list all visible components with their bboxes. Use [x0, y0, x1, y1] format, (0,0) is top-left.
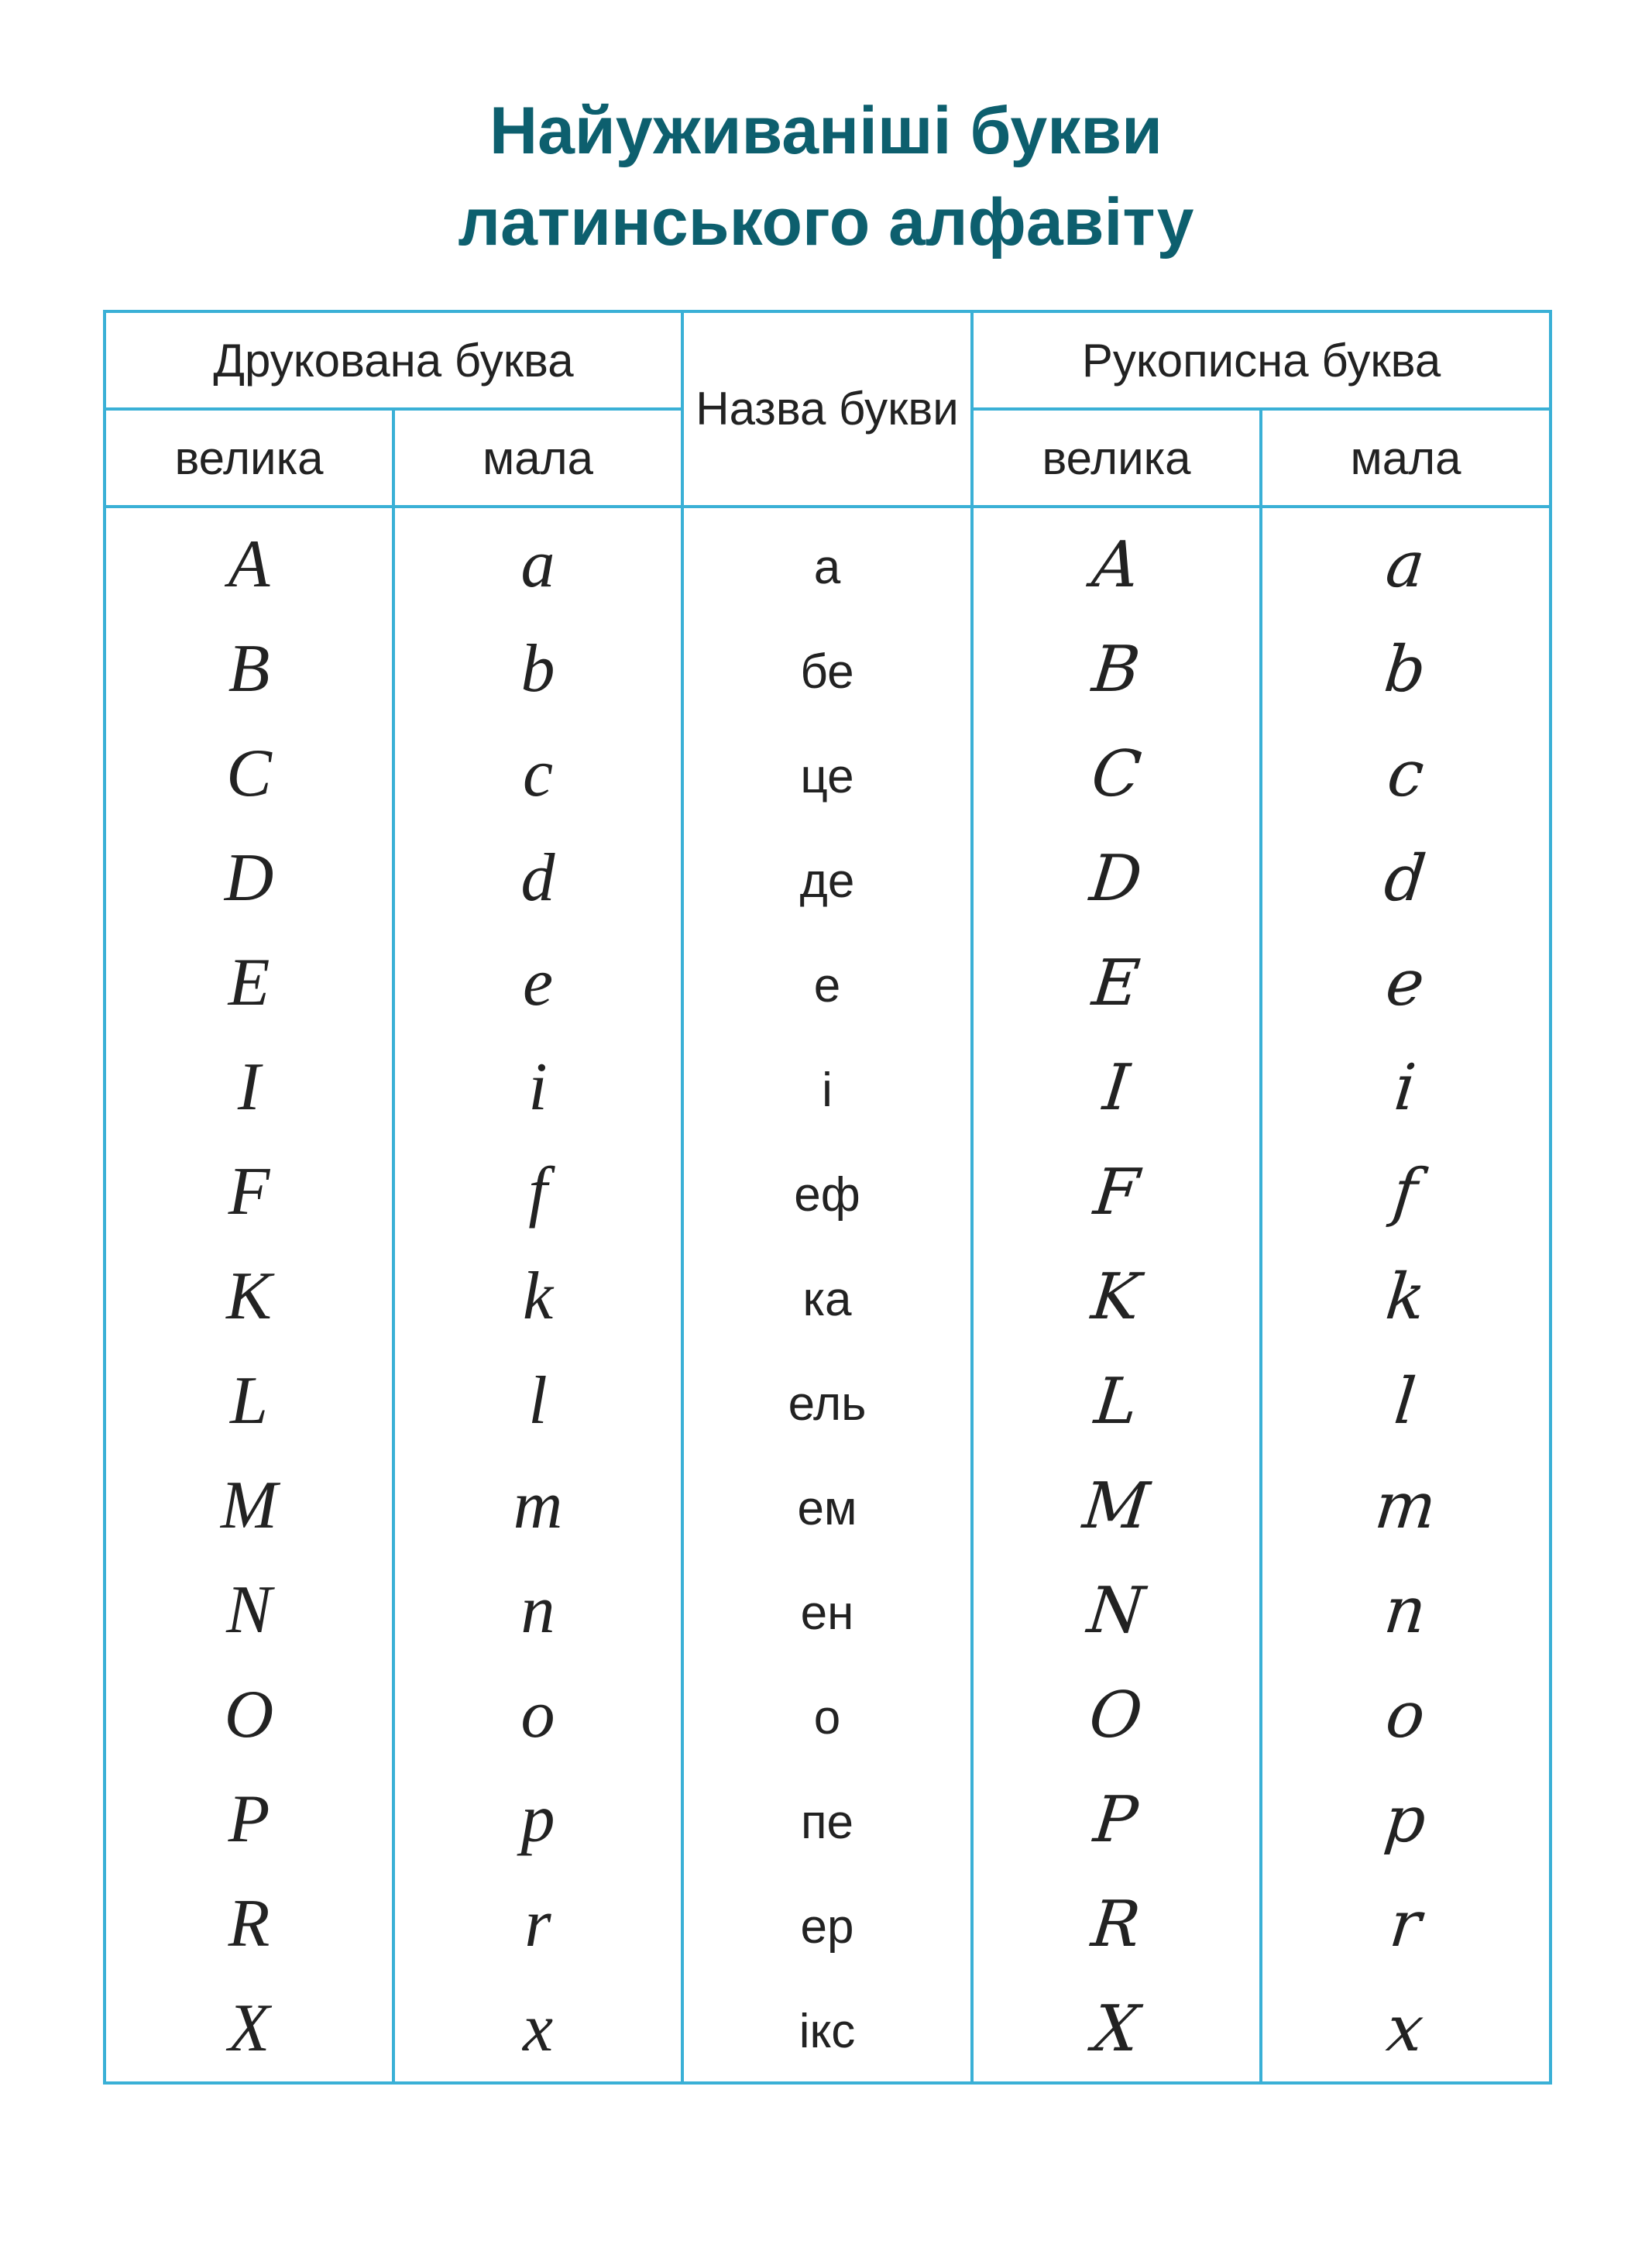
table-row — [105, 931, 1551, 1036]
handwritten-lowercase-letter-cell — [1261, 827, 1551, 931]
letter-name: ікс — [799, 2005, 856, 2058]
printed-lowercase-letter-cell — [393, 617, 682, 722]
letter-name: ка — [802, 1273, 852, 1326]
handwritten-uppercase-letter: I — [1099, 1050, 1134, 1125]
handwritten-lowercase-letter-cell — [1261, 931, 1551, 1036]
letter-name: ен — [800, 1586, 854, 1640]
table-row — [105, 1036, 1551, 1140]
letter-name: це — [800, 750, 854, 803]
printed-uppercase-letter: I — [237, 1050, 261, 1125]
printed-lowercase-letter: b — [520, 631, 555, 706]
printed-lowercase-letter: a — [520, 527, 555, 602]
printed-lowercase-letter: x — [522, 1991, 554, 2066]
letter-name-cell — [682, 507, 972, 617]
handwritten-lowercase-letter: l — [1391, 1364, 1420, 1438]
printed-uppercase-letter-cell — [105, 1245, 393, 1349]
handwritten-uppercase-letter-cell — [972, 1140, 1261, 1245]
printed-uppercase-header: велика — [105, 409, 393, 507]
printed-uppercase-letter: F — [228, 1154, 270, 1229]
handwritten-uppercase-header: велика — [972, 409, 1261, 507]
letter-name: і — [822, 1064, 833, 1117]
printed-lowercase-letter: c — [522, 736, 554, 811]
handwritten-lowercase-letter: c — [1383, 737, 1428, 811]
handwritten-lowercase-letter: f — [1389, 1155, 1422, 1229]
printed-lowercase-letter-cell — [393, 1768, 682, 1872]
alphabet-table — [103, 310, 1552, 2085]
letter-name: е — [813, 959, 841, 1012]
printed-uppercase-letter: B — [228, 631, 270, 706]
handwritten-uppercase-letter-cell — [972, 931, 1261, 1036]
handwritten-uppercase-letter: P — [1090, 1782, 1142, 1857]
handwritten-uppercase-letter: X — [1089, 1992, 1144, 2066]
printed-uppercase-letter: R — [228, 1886, 270, 1961]
handwritten-lowercase-letter: m — [1371, 1469, 1441, 1543]
table-row — [105, 1245, 1551, 1349]
printed-uppercase-letter: E — [228, 945, 270, 1020]
letter-name: пе — [800, 1796, 854, 1849]
table-row — [105, 722, 1551, 827]
handwritten-lowercase-letter-cell — [1261, 507, 1551, 617]
letter-name: де — [799, 854, 855, 908]
printed-uppercase-letter-cell — [105, 1349, 393, 1454]
handwritten-lowercase-letter-cell — [1261, 1245, 1551, 1349]
handwritten-uppercase-letter-cell — [972, 1977, 1261, 2083]
printed-lowercase-letter-cell — [393, 1140, 682, 1245]
printed-lowercase-letter-cell — [393, 1559, 682, 1663]
handwritten-lowercase-letter: a — [1382, 528, 1430, 602]
handwritten-lowercase-letter: r — [1386, 1887, 1426, 1961]
table-row — [105, 1349, 1551, 1454]
printed-lowercase-letter-cell — [393, 507, 682, 617]
table-row — [105, 1872, 1551, 1977]
printed-lowercase-letter-cell — [393, 1663, 682, 1768]
letter-name-cell — [682, 1140, 972, 1245]
printed-lowercase-letter-cell — [393, 722, 682, 827]
printed-uppercase-letter: O — [224, 1677, 274, 1752]
handwritten-uppercase-letter: B — [1088, 632, 1145, 706]
letter-name-cell — [682, 1559, 972, 1663]
table-row — [105, 1977, 1551, 2083]
printed-lowercase-letter: l — [528, 1363, 548, 1438]
printed-lowercase-letter: m — [513, 1468, 563, 1543]
letter-name-header: Назва букви — [682, 311, 972, 507]
handwritten-uppercase-letter-cell — [972, 827, 1261, 931]
printed-uppercase-letter: C — [226, 736, 272, 811]
table-row — [105, 617, 1551, 722]
printed-uppercase-letter-cell — [105, 827, 393, 931]
handwritten-uppercase-letter-cell — [972, 1872, 1261, 1977]
handwritten-lowercase-letter-cell — [1261, 722, 1551, 827]
letter-name-cell — [682, 1872, 972, 1977]
handwritten-uppercase-letter: C — [1087, 737, 1145, 811]
handwritten-uppercase-letter-cell — [972, 1349, 1261, 1454]
letter-name-cell — [682, 722, 972, 827]
handwritten-lowercase-letter: p — [1381, 1782, 1430, 1857]
printed-lowercase-letter-cell — [393, 1349, 682, 1454]
letter-name: ер — [800, 1900, 854, 1954]
printed-uppercase-letter: D — [224, 840, 274, 916]
letter-name-cell — [682, 827, 972, 931]
handwritten-lowercase-letter: k — [1382, 1260, 1430, 1334]
handwritten-lowercase-letter: o — [1382, 1678, 1430, 1752]
printed-uppercase-letter: K — [226, 1259, 272, 1334]
handwritten-lowercase-letter-cell — [1261, 617, 1551, 722]
handwritten-lowercase-letter-cell — [1261, 1872, 1551, 1977]
letter-name: ем — [797, 1482, 857, 1535]
handwritten-uppercase-letter-cell — [972, 1559, 1261, 1663]
printed-lowercase-letter: p — [520, 1782, 555, 1857]
printed-lowercase-letter: d — [520, 840, 555, 916]
printed-uppercase-letter-cell — [105, 617, 393, 722]
handwritten-uppercase-letter-cell — [972, 1768, 1261, 1872]
handwritten-uppercase-letter-cell — [972, 1036, 1261, 1140]
letter-name-cell — [682, 1036, 972, 1140]
letter-name-cell — [682, 1245, 972, 1349]
handwritten-lowercase-letter: n — [1381, 1573, 1430, 1648]
title-line-2: латинського алфавіту — [458, 185, 1194, 260]
letter-name: а — [813, 541, 841, 594]
printed-uppercase-letter-cell — [105, 1768, 393, 1872]
handwritten-lowercase-letter-cell — [1261, 1140, 1551, 1245]
handwritten-uppercase-letter: A — [1089, 528, 1144, 602]
letter-name-cell — [682, 1768, 972, 1872]
printed-lowercase-header: мала — [393, 409, 682, 507]
printed-uppercase-letter: A — [228, 527, 270, 602]
printed-uppercase-letter-cell — [105, 1872, 393, 1977]
letter-name: о — [813, 1691, 841, 1744]
printed-uppercase-letter: M — [220, 1468, 278, 1543]
printed-lowercase-letter: k — [522, 1259, 554, 1334]
printed-lowercase-letter: f — [528, 1154, 548, 1229]
letter-name: еф — [794, 1168, 860, 1222]
table-header — [105, 311, 1551, 507]
handwritten-uppercase-letter: E — [1089, 946, 1144, 1020]
printed-lowercase-letter-cell — [393, 1036, 682, 1140]
table-row — [105, 1663, 1551, 1768]
handwritten-lowercase-header: мала — [1261, 409, 1551, 507]
handwritten-uppercase-letter: R — [1088, 1887, 1145, 1961]
printed-uppercase-letter: P — [228, 1782, 270, 1857]
handwritten-lowercase-letter-cell — [1261, 1977, 1551, 2083]
handwritten-lowercase-letter-cell — [1261, 1768, 1551, 1872]
printed-lowercase-letter-cell — [393, 1977, 682, 2083]
letter-name-cell — [682, 1663, 972, 1768]
letter-name-cell — [682, 1349, 972, 1454]
handwritten-lowercase-letter-cell — [1261, 1559, 1551, 1663]
handwritten-lowercase-letter: x — [1383, 1992, 1428, 2066]
letter-name-cell — [682, 1977, 972, 2083]
table-body — [105, 507, 1551, 2083]
printed-uppercase-letter-cell — [105, 931, 393, 1036]
printed-uppercase-letter: L — [230, 1363, 268, 1438]
printed-lowercase-letter: n — [520, 1572, 555, 1648]
handwritten-uppercase-letter-cell — [972, 507, 1261, 617]
handwritten-uppercase-letter: N — [1084, 1573, 1149, 1648]
handwritten-uppercase-letter-cell — [972, 617, 1261, 722]
printed-lowercase-letter: e — [522, 945, 554, 1020]
letter-name: бе — [800, 645, 854, 699]
table-row — [105, 507, 1551, 617]
printed-lowercase-letter: o — [520, 1677, 555, 1752]
handwritten-lowercase-letter: b — [1381, 632, 1430, 706]
table-row — [105, 1768, 1551, 1872]
title-line-1: Найуживаніші букви — [489, 94, 1163, 168]
handwritten-uppercase-letter-cell — [972, 722, 1261, 827]
handwritten-uppercase-letter-cell — [972, 1245, 1261, 1349]
printed-lowercase-letter-cell — [393, 931, 682, 1036]
printed-uppercase-letter: X — [228, 1991, 270, 2066]
handwritten-uppercase-letter-cell — [972, 1663, 1261, 1768]
printed-lowercase-letter-cell — [393, 1454, 682, 1559]
handwritten-lowercase-letter: d — [1381, 841, 1430, 916]
handwritten-uppercase-letter: D — [1087, 841, 1146, 916]
handwritten-uppercase-letter: K — [1088, 1260, 1145, 1334]
printed-lowercase-letter: i — [528, 1050, 548, 1125]
handwritten-lowercase-letter: i — [1391, 1050, 1420, 1125]
printed-lowercase-letter-cell — [393, 827, 682, 931]
printed-uppercase-letter-cell — [105, 1663, 393, 1768]
printed-uppercase-letter-cell — [105, 1559, 393, 1663]
printed-uppercase-letter: N — [226, 1572, 272, 1648]
printed-lowercase-letter-cell — [393, 1872, 682, 1977]
handwritten-uppercase-letter: F — [1090, 1155, 1143, 1229]
table-row — [105, 1559, 1551, 1663]
table-row — [105, 1454, 1551, 1559]
handwritten-lowercase-letter-cell — [1261, 1663, 1551, 1768]
letter-name: ель — [788, 1377, 867, 1431]
handwritten-uppercase-letter-cell — [972, 1454, 1261, 1559]
printed-lowercase-letter-cell — [393, 1245, 682, 1349]
printed-uppercase-letter-cell — [105, 722, 393, 827]
handwritten-uppercase-letter: L — [1090, 1364, 1142, 1438]
table-row — [105, 827, 1551, 931]
printed-uppercase-letter-cell — [105, 1140, 393, 1245]
printed-uppercase-letter-cell — [105, 1036, 393, 1140]
letter-name-cell — [682, 617, 972, 722]
handwritten-letter-header: Рукописна буква — [972, 311, 1551, 409]
printed-uppercase-letter-cell — [105, 507, 393, 617]
handwritten-lowercase-letter: e — [1382, 946, 1429, 1020]
handwritten-lowercase-letter-cell — [1261, 1349, 1551, 1454]
letter-name-cell — [682, 1454, 972, 1559]
printed-letter-header: Друкована буква — [105, 311, 682, 409]
page-title — [0, 85, 1652, 268]
handwritten-lowercase-letter-cell — [1261, 1036, 1551, 1140]
printed-uppercase-letter-cell — [105, 1454, 393, 1559]
handwritten-lowercase-letter-cell — [1261, 1454, 1551, 1559]
printed-lowercase-letter: r — [524, 1886, 551, 1961]
letter-name-cell — [682, 931, 972, 1036]
table-row — [105, 1140, 1551, 1245]
handwritten-uppercase-letter: M — [1080, 1469, 1154, 1543]
handwritten-uppercase-letter: O — [1086, 1678, 1147, 1752]
printed-uppercase-letter-cell — [105, 1977, 393, 2083]
